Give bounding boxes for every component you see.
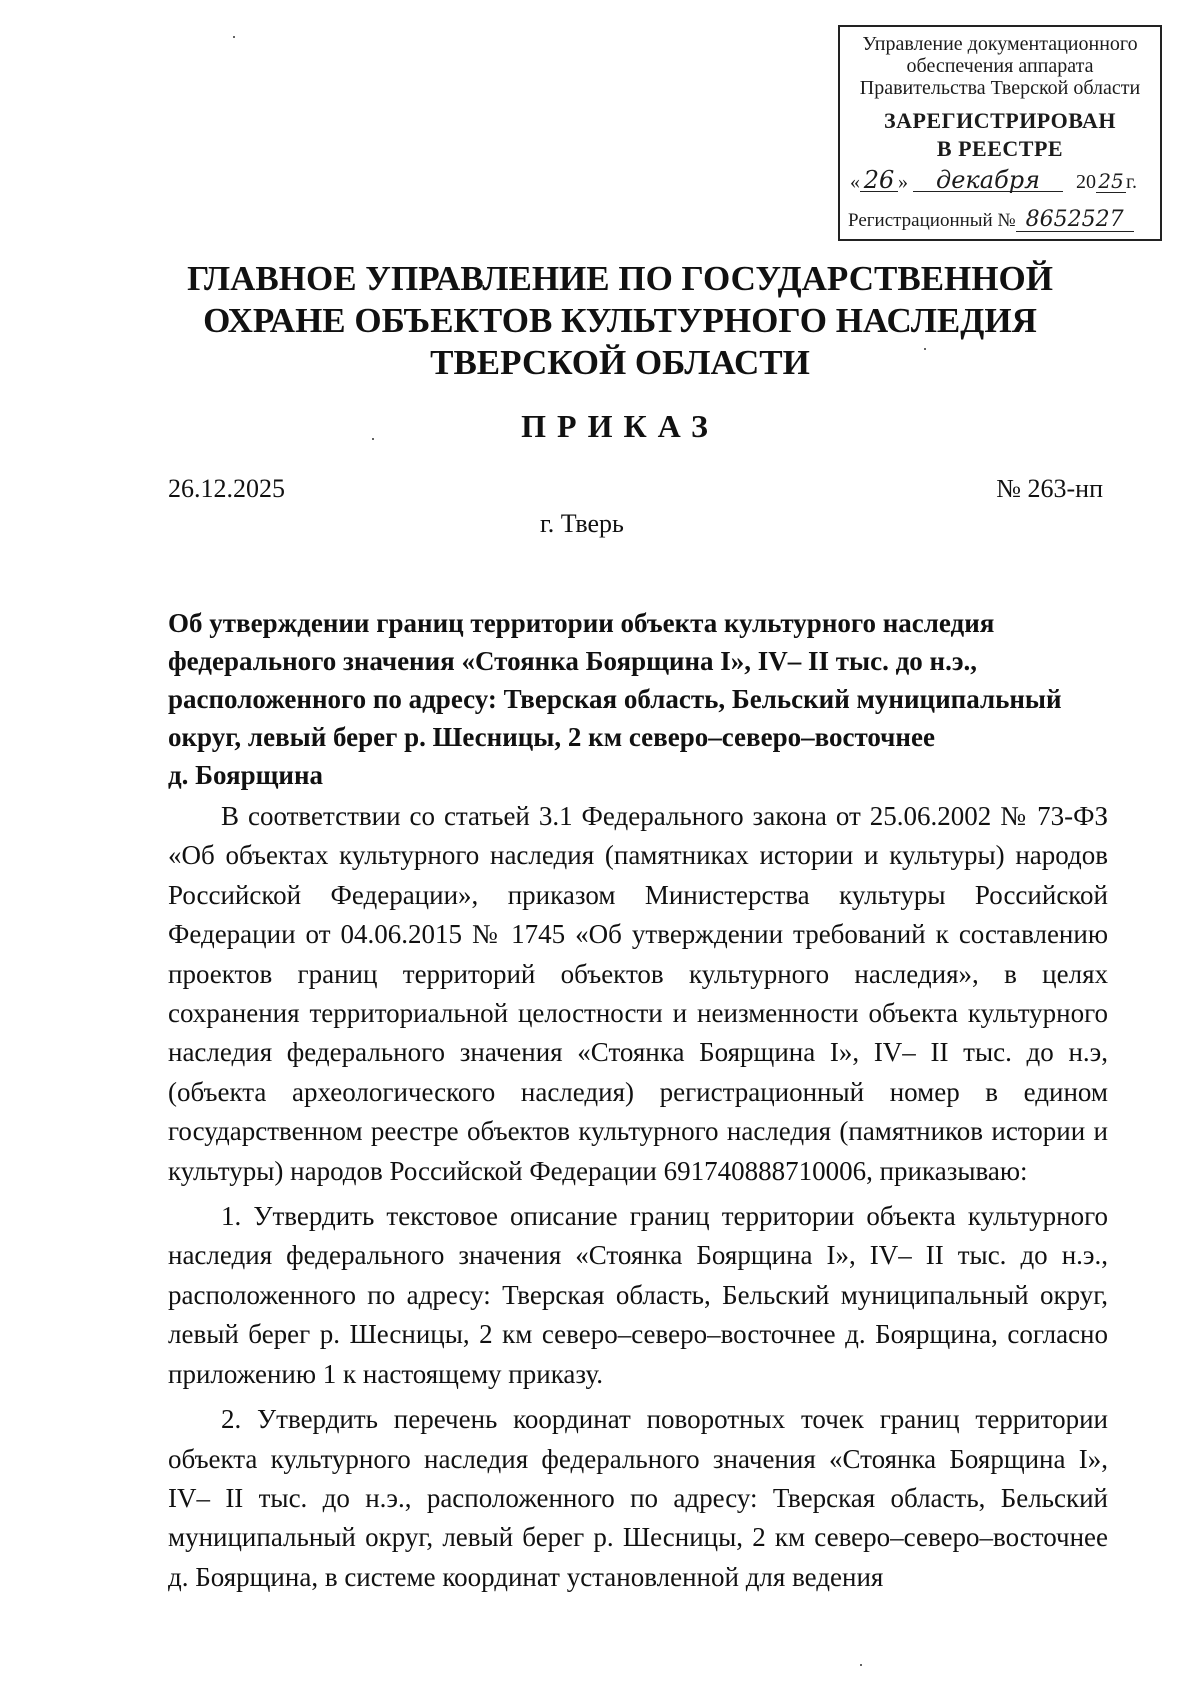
stamp-year-mark: г. xyxy=(1126,171,1137,193)
order-item-2: 2. Утвердить перечень координат поворотных точек границ территории объекта культурного наследия федерального значения «Стоянка Боярщина I», IV– II тыс. до н.э., расположенного по адресу: Тверская область, Бельский муниципальный округ, левый берег р. Шесницы, 2 км северо–северо–восточнее д. Боярщина, в системе координат установленной для ведения xyxy=(168,1404,1108,1592)
stamp-org-line-1: Управление документационного xyxy=(862,33,1138,55)
document-subject xyxy=(168,604,1128,794)
stamp-month: декабря xyxy=(913,169,1063,192)
registration-stamp xyxy=(838,25,1162,241)
stamp-status-line-1: ЗАРЕГИСТРИРОВАН xyxy=(883,108,1117,133)
document-body xyxy=(168,797,1108,1597)
stamp-quote-close: » xyxy=(898,171,908,193)
stamp-year-prefix: 20 xyxy=(1076,171,1096,193)
document-number: № 263-нп xyxy=(996,474,1103,503)
document-type-heading: ПРИКАЗ xyxy=(521,408,719,444)
authority-line-2: ОХРАНЕ ОБЪЕКТОВ КУЛЬТУРНОГО НАСЛЕДИЯ xyxy=(203,301,1037,340)
document-date: 26.12.2025 xyxy=(168,474,285,503)
order-item-1: 1. Утвердить текстовое описание границ территории объекта культурного наследия федерального значения «Стоянка Боярщина I», IV– II тыс. до н.э., расположенного по адресу: Тверская область, Бельский муниципальный округ, левый берег р. Шесницы, 2 км северо–северо–восточнее д. Боярщина, согласно приложению 1 к настоящему приказу. xyxy=(168,1201,1108,1389)
stamp-number-line xyxy=(848,209,1158,237)
stamp-quote-open: « xyxy=(850,171,860,193)
stamp-reg-label: Регистрационный № xyxy=(848,210,1016,231)
subject-line-5: д. Боярщина xyxy=(168,760,324,790)
scan-speck xyxy=(924,348,926,350)
subject-line-2: федерального значения «Стоянка Боярщина I», IV– II тыс. до н.э., xyxy=(168,646,977,676)
scan-speck xyxy=(233,36,235,38)
subject-line-3: расположенного по адресу: Тверская область, Бельский муниципальный xyxy=(168,684,1062,714)
stamp-day: 26 xyxy=(860,169,898,192)
subject-line-4: округ, левый берег р. Шесницы, 2 км северо–северо–восточнее xyxy=(168,722,935,752)
authority-title xyxy=(170,258,1070,384)
authority-line-3: ТВЕРСКОЙ ОБЛАСТИ xyxy=(430,343,810,382)
subject-line-1: Об утверждении границ территории объекта культурного наследия xyxy=(168,608,995,638)
authority-line-1: ГЛАВНОЕ УПРАВЛЕНИЕ ПО ГОСУДАРСТВЕННОЙ xyxy=(187,259,1053,298)
scan-speck xyxy=(372,438,374,440)
document-city: г. Тверь xyxy=(540,509,624,538)
stamp-reg-number: 8652527 xyxy=(1016,209,1134,232)
stamp-org-line-2: обеспечения аппарата xyxy=(906,55,1094,77)
scan-speck xyxy=(860,1664,862,1666)
stamp-date-line xyxy=(850,166,1150,199)
stamp-status-line-2: В РЕЕСТРЕ xyxy=(936,136,1064,161)
stamp-org-line-3: Правительства Тверской области xyxy=(859,77,1141,99)
preamble-paragraph: В соответствии со статьей 3.1 Федерального закона от 25.06.2002 № 73-ФЗ «Об объектах культурного наследия (памятниках истории и культуры) народов Российской Федерации», приказом Министерства культуры Российской Федерации от 04.06.2015 № 1745 «Об утверждении требований к составлению проектов границ территорий объектов культурного наследия», в целях сохранения территориальной целостности и неизменности объекта культурного наследия федерального значения «Стоянка Боярщина I», IV– II тыс. до н.э, (объекта археологического наследия) регистрационный номер в едином государственном реестре объектов культурного наследия (памятников истории и культуры) народов Российской Федерации 691740888710006, приказываю: xyxy=(168,801,1108,1186)
stamp-year-suffix: 25 xyxy=(1096,170,1126,193)
